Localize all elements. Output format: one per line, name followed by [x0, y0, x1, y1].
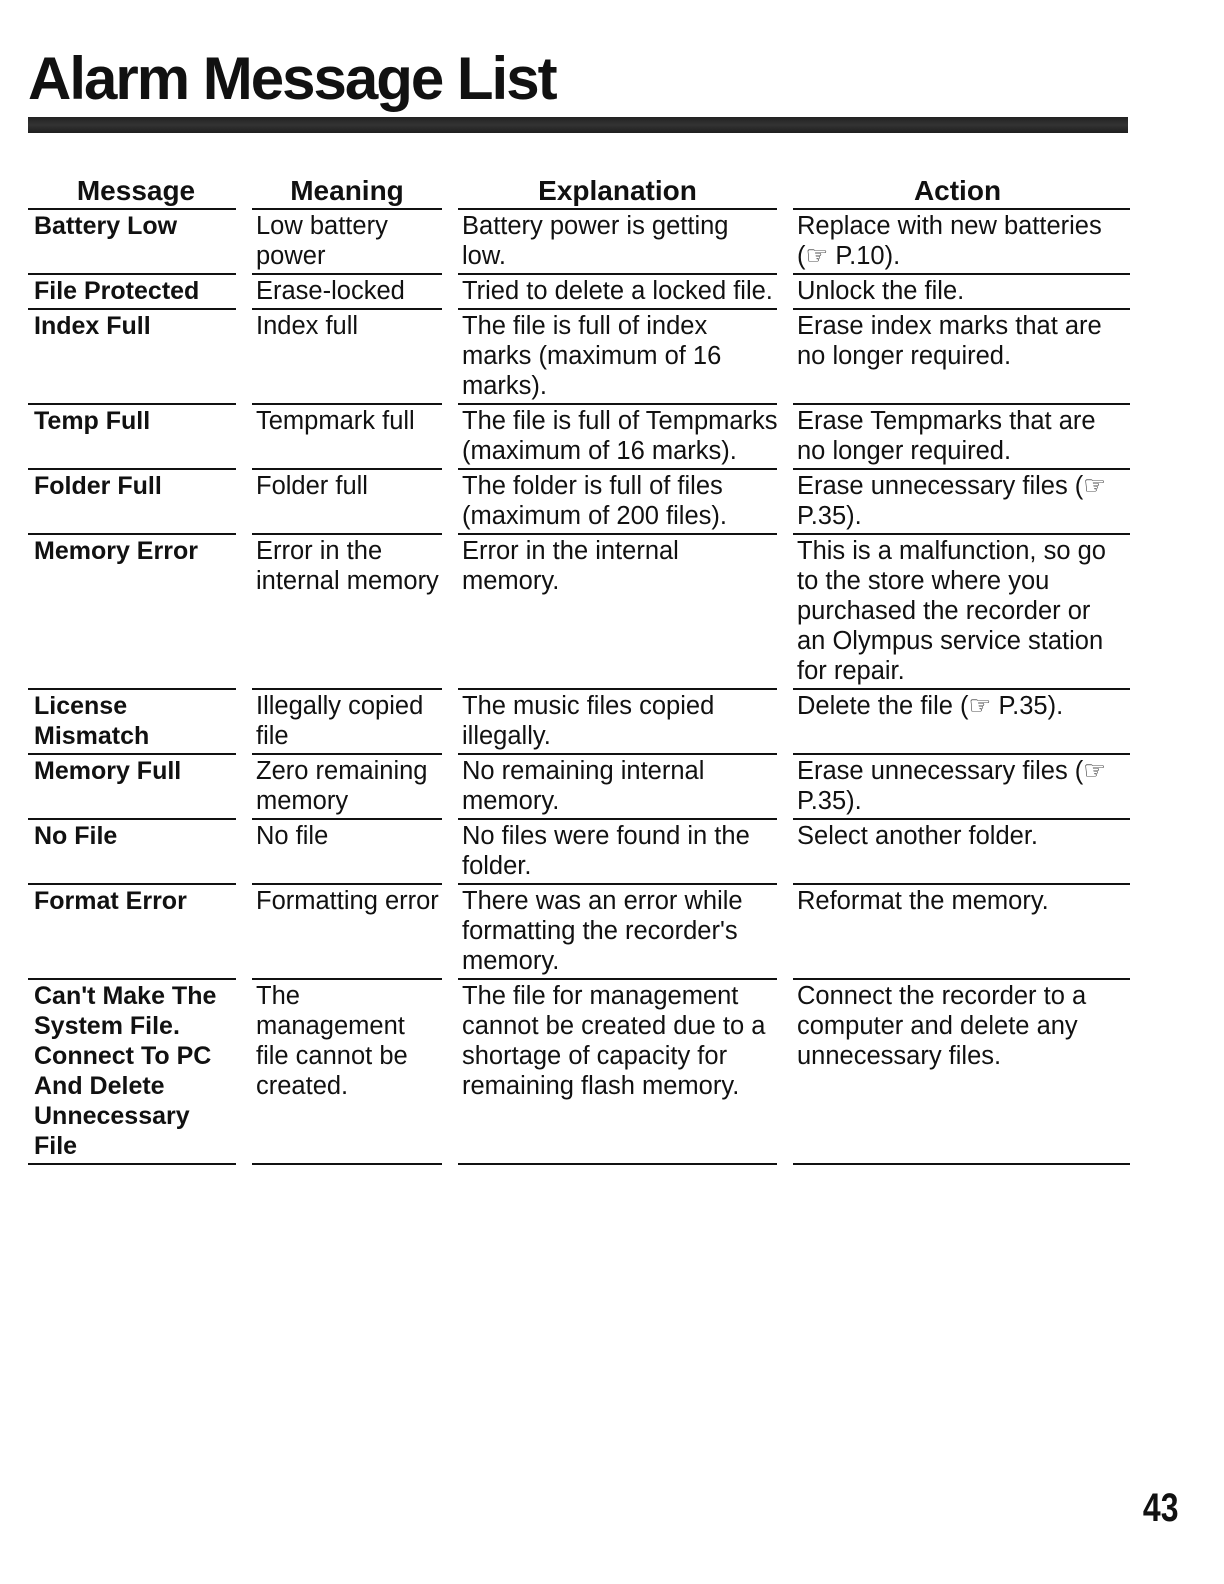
message-cell: License Mismatch: [28, 690, 244, 755]
meaning-cell: Error in the internal memory: [244, 535, 450, 690]
table-row: [28, 470, 1130, 535]
message-cell: Memory Error: [28, 535, 244, 690]
meaning-cell: Illegally copied file: [244, 690, 450, 755]
page-number: 43: [1142, 1486, 1178, 1530]
action-cell: Erase index marks that are no longer required.: [785, 310, 1130, 405]
message-cell: Format Error: [28, 885, 244, 980]
explanation-cell: The folder is full of files (maximum of 200 files).: [450, 470, 785, 535]
explanation-cell: The file for management cannot be created due to a shortage of capacity for remaining flash memory.: [450, 980, 785, 1165]
table-row: [28, 980, 1130, 1165]
meaning-cell: The management file cannot be created.: [244, 980, 450, 1165]
title-rule: [28, 117, 1128, 133]
meaning-cell: Low battery power: [244, 210, 450, 275]
table-row: [28, 275, 1130, 310]
explanation-cell: The music files copied illegally.: [450, 690, 785, 755]
header-explanation: Explanation: [450, 172, 785, 210]
table-row: [28, 690, 1130, 755]
message-cell: Folder Full: [28, 470, 244, 535]
action-cell: Delete the file (☞ P.35).: [785, 690, 1130, 755]
meaning-cell: Folder full: [244, 470, 450, 535]
action-cell: Select another folder.: [785, 820, 1130, 885]
table-row: [28, 885, 1130, 980]
explanation-cell: There was an error while formatting the recorder's memory.: [450, 885, 785, 980]
table-row: [28, 755, 1130, 820]
page-title: Alarm Message List: [28, 45, 556, 112]
table-row: [28, 210, 1130, 275]
action-cell: Reformat the memory.: [785, 885, 1130, 980]
action-cell: Erase unnecessary files (☞ P.35).: [785, 470, 1130, 535]
table-row: [28, 405, 1130, 470]
table-row: [28, 310, 1130, 405]
action-cell: Erase Tempmarks that are no longer required.: [785, 405, 1130, 470]
message-cell: Can't Make The System File. Connect To PC And Delete Unnecessary File: [28, 980, 244, 1165]
meaning-cell: Zero remaining memory: [244, 755, 450, 820]
message-cell: No File: [28, 820, 244, 885]
header-message: Message: [28, 172, 244, 210]
meaning-cell: Formatting error: [244, 885, 450, 980]
message-cell: Battery Low: [28, 210, 244, 275]
meaning-cell: Tempmark full: [244, 405, 450, 470]
action-cell: Erase unnecessary files (☞ P.35).: [785, 755, 1130, 820]
explanation-cell: Tried to delete a locked file.: [450, 275, 785, 310]
action-cell: Replace with new batteries (☞ P.10).: [785, 210, 1130, 275]
action-cell: This is a malfunction, so go to the store where you purchased the recorder or an Olympus service station for repair.: [785, 535, 1130, 690]
explanation-cell: Battery power is getting low.: [450, 210, 785, 275]
message-cell: Index Full: [28, 310, 244, 405]
table-row: [28, 820, 1130, 885]
meaning-cell: No file: [244, 820, 450, 885]
table-row: [28, 535, 1130, 690]
message-cell: Memory Full: [28, 755, 244, 820]
message-cell: File Protected: [28, 275, 244, 310]
explanation-cell: The file is full of index marks (maximum of 16 marks).: [450, 310, 785, 405]
header-meaning: Meaning: [244, 172, 450, 210]
table-header-row: [28, 172, 1130, 210]
explanation-cell: Error in the internal memory.: [450, 535, 785, 690]
header-action: Action: [785, 172, 1130, 210]
action-cell: Connect the recorder to a computer and delete any unnecessary files.: [785, 980, 1130, 1165]
meaning-cell: Index full: [244, 310, 450, 405]
alarm-message-table: [28, 172, 1130, 1165]
action-cell: Unlock the file.: [785, 275, 1130, 310]
meaning-cell: Erase-locked: [244, 275, 450, 310]
explanation-cell: The file is full of Tempmarks (maximum of 16 marks).: [450, 405, 785, 470]
message-cell: Temp Full: [28, 405, 244, 470]
explanation-cell: No remaining internal memory.: [450, 755, 785, 820]
explanation-cell: No files were found in the folder.: [450, 820, 785, 885]
